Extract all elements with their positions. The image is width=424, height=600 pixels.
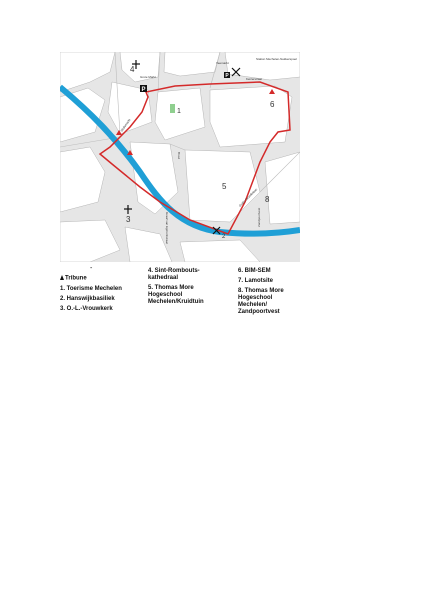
street-label: Guido Gezellelaan	[237, 187, 259, 208]
legend-tribune-label: Tribune	[65, 275, 87, 282]
tribune-triangle-icon	[60, 275, 64, 280]
svg-text:P: P	[141, 87, 146, 93]
legend-item: 1. Toerisme Mechelen	[60, 285, 122, 292]
street-label: Bruul	[177, 152, 181, 160]
street-label: Graaf van Egmontstraat	[165, 212, 169, 244]
legend-item: 3. O.-L.-Vrouwkerk	[60, 305, 113, 312]
marker-1: 1	[177, 108, 181, 115]
parking-icon	[224, 72, 230, 79]
cross-icon	[124, 205, 132, 214]
map-legend	[60, 268, 310, 348]
legend-item: 4. Sint-Rombouts- kathedraal	[148, 268, 200, 281]
marker-4: 4	[130, 65, 135, 74]
park-area	[170, 104, 175, 113]
marker-8: 8	[265, 195, 270, 204]
parking-icon	[140, 85, 147, 93]
street-label: Station Mechelen-Nekkerspoel	[256, 57, 297, 61]
legend-column	[60, 268, 140, 316]
street-label: Grote Markt	[140, 75, 156, 79]
street-label: Zandpoortvest	[257, 207, 261, 227]
marker-5: 5	[222, 182, 227, 191]
svg-text:P: P	[225, 73, 229, 79]
legend-item: 8. Thomas More Hogeschool Mechelen/ Zandpoortvest	[238, 288, 284, 315]
marker-2: 2	[222, 234, 226, 240]
marker-6: 6	[270, 100, 275, 109]
city-map	[60, 52, 300, 262]
legend-item: 6. BIM-SEM	[238, 268, 271, 274]
legend-column	[238, 268, 310, 319]
legend-item: 7. Lamotsite	[238, 278, 274, 284]
legend-column	[148, 268, 233, 309]
street-label: Wollemarkt	[119, 118, 132, 133]
street-label: Keizerstraat	[246, 77, 263, 81]
street-label: Veemarkt	[216, 61, 229, 65]
legend-item: 5. Thomas More Hogeschool Mechelen/Kruidtuin	[148, 285, 204, 305]
tick-mark: -	[90, 265, 93, 272]
legend-tribune	[60, 268, 140, 283]
marker-3: 3	[126, 215, 131, 224]
legend-item: 2. Hanswijkbasiliek	[60, 295, 115, 302]
